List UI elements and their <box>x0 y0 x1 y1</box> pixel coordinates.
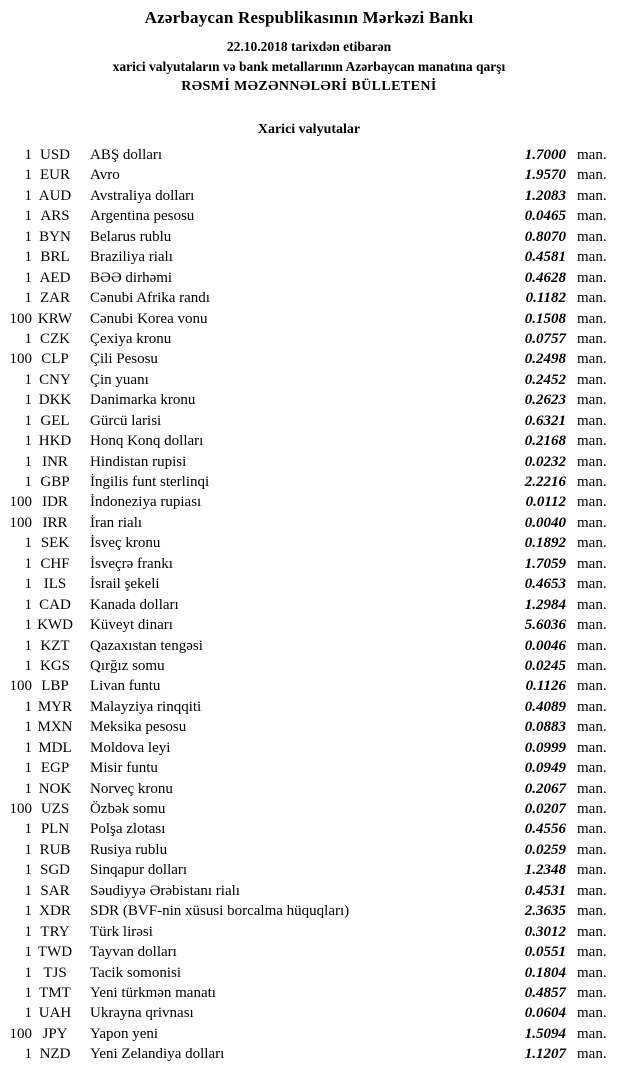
rate-unit: man. <box>577 984 607 1001</box>
rate-quantity: 100 <box>9 801 32 817</box>
rate-row <box>6 636 612 656</box>
rate-value: 0.0883 <box>524 719 566 736</box>
rate-unit: man. <box>577 494 607 511</box>
currency-name: Polşa zlotası <box>90 821 166 838</box>
rate-row <box>6 472 612 492</box>
currency-name: Qırğız somu <box>90 657 165 674</box>
currency-code: XDR <box>39 903 71 920</box>
rate-quantity: 1 <box>24 841 32 858</box>
rate-quantity: 1 <box>24 882 32 899</box>
rate-quantity: 1 <box>24 371 32 388</box>
currency-code: CZK <box>40 330 70 347</box>
rate-row <box>6 615 612 635</box>
currency-code: CAD <box>39 596 71 613</box>
rate-quantity: 1 <box>24 555 32 572</box>
rate-quantity: 1 <box>24 433 32 450</box>
rate-value: 0.4531 <box>524 882 566 899</box>
currency-name: Avro <box>90 167 120 184</box>
rate-row <box>6 860 612 880</box>
rate-row <box>6 1024 612 1044</box>
bulletin-subtitle: xarici valyutaların və bank metallarının Azərbaycan manatına qarşı <box>112 59 506 74</box>
rate-quantity: 1 <box>24 1046 32 1063</box>
rate-row <box>6 349 612 369</box>
rate-unit: man. <box>577 617 607 634</box>
rate-row <box>6 595 612 615</box>
rate-value: 1.9570 <box>524 167 566 184</box>
rate-value: 0.0551 <box>524 944 566 961</box>
currency-name: Çin yuanı <box>90 371 149 388</box>
currency-code: KWD <box>37 617 73 634</box>
rate-value: 0.0999 <box>524 739 566 756</box>
currency-code: BRL <box>40 249 70 266</box>
rate-value: 2.2216 <box>524 474 566 490</box>
rate-quantity: 1 <box>24 923 32 940</box>
rate-unit: man. <box>577 147 607 163</box>
rate-unit: man. <box>577 412 607 429</box>
rate-unit: man. <box>577 882 607 899</box>
currency-code: CNY <box>39 371 71 388</box>
rate-unit: man. <box>577 719 607 736</box>
currency-code: INR <box>42 453 68 470</box>
rate-value: 0.0232 <box>524 453 566 470</box>
currency-code: NOK <box>38 780 72 797</box>
currency-name: ABŞ dolları <box>90 147 163 163</box>
currency-name: Tayvan dolları <box>90 944 177 961</box>
rate-unit: man. <box>577 637 607 654</box>
rate-row <box>6 697 612 717</box>
rate-value: 0.0259 <box>524 841 566 858</box>
rate-unit: man. <box>577 739 607 756</box>
currency-code: TWD <box>37 944 73 961</box>
currency-name: Özbək somu <box>90 801 166 817</box>
currency-name: Livan funtu <box>90 678 161 695</box>
rate-unit: man. <box>577 351 607 368</box>
rate-value: 0.2452 <box>524 371 566 388</box>
currency-name: Gürcü larisi <box>90 412 162 429</box>
currency-name: Misir funtu <box>90 760 158 777</box>
rate-quantity: 1 <box>24 719 32 736</box>
rate-row <box>6 247 612 267</box>
rate-unit: man. <box>577 964 607 981</box>
currency-name: Malayziya rinqqiti <box>90 698 202 715</box>
rate-row <box>6 574 612 594</box>
currency-name: İran rialı <box>90 514 143 531</box>
currency-name: Honq Konq dolları <box>90 433 204 450</box>
rate-row <box>6 717 612 737</box>
currency-code: TMT <box>39 984 71 1001</box>
rate-quantity: 100 <box>9 351 32 368</box>
currency-code: SEK <box>40 535 70 552</box>
currency-name: BƏƏ dirhəmi <box>90 269 173 286</box>
rate-row <box>6 431 612 451</box>
rate-value: 0.8070 <box>524 228 566 245</box>
rate-quantity: 1 <box>24 984 32 1001</box>
rate-row <box>6 901 612 921</box>
section-title-foreign-currencies: Xarici valyutalar <box>257 122 361 137</box>
currency-code: LBP <box>41 678 69 695</box>
currency-name: Yeni Zelandiya dolları <box>90 1046 225 1063</box>
rate-value: 0.1804 <box>524 964 566 981</box>
currency-name: Rusiya rublu <box>90 841 168 858</box>
currency-name: Yeni türkmən manatı <box>90 984 216 1001</box>
rate-unit: man. <box>577 310 607 327</box>
rate-quantity: 100 <box>9 678 32 695</box>
rate-row <box>6 983 612 1003</box>
currency-code: MXN <box>37 719 73 736</box>
rate-row <box>6 390 612 410</box>
currency-code: IDR <box>42 494 68 511</box>
currency-name: Hindistan rupisi <box>90 453 187 470</box>
currency-code: KZT <box>40 637 70 654</box>
currency-code: ARS <box>40 208 70 225</box>
rate-unit: man. <box>577 555 607 572</box>
rate-value: 0.0949 <box>524 760 566 777</box>
currency-code: MYR <box>37 698 73 715</box>
rate-quantity: 1 <box>24 392 32 409</box>
rate-row <box>6 411 612 431</box>
rate-unit: man. <box>577 801 607 817</box>
rate-value: 1.1207 <box>524 1046 566 1063</box>
rate-quantity: 1 <box>24 821 32 838</box>
rate-unit: man. <box>577 167 607 184</box>
rate-value: 0.4653 <box>524 576 566 593</box>
currency-code: GEL <box>40 412 70 429</box>
rate-value: 0.1508 <box>524 310 566 327</box>
currency-code: ILS <box>43 576 67 593</box>
rate-row <box>6 656 612 676</box>
rate-value: 0.4857 <box>524 984 566 1001</box>
rates-table <box>6 145 612 1065</box>
rate-quantity: 100 <box>9 1025 32 1042</box>
currency-name: İndoneziya rupiası <box>90 494 202 511</box>
rate-quantity: 1 <box>24 535 32 552</box>
rate-unit: man. <box>577 657 607 674</box>
rate-value: 2.3635 <box>524 903 566 920</box>
currency-code: KGS <box>39 657 70 674</box>
currency-name: Cənubi Korea vonu <box>90 310 208 327</box>
rate-row <box>6 513 612 533</box>
rate-unit: man. <box>577 433 607 450</box>
rate-quantity: 1 <box>24 760 32 777</box>
rate-value: 1.5094 <box>524 1025 566 1042</box>
rate-quantity: 1 <box>24 453 32 470</box>
rate-quantity: 1 <box>24 944 32 961</box>
rate-unit: man. <box>577 514 607 531</box>
currency-name: İsrail şekeli <box>90 576 160 593</box>
rate-value: 0.6321 <box>524 412 566 429</box>
currency-code: ZAR <box>40 290 70 307</box>
rate-value: 0.0465 <box>524 208 566 225</box>
rate-unit: man. <box>577 208 607 225</box>
currency-code: BYN <box>39 228 71 245</box>
rate-value: 0.3012 <box>524 923 566 940</box>
currency-name: İsveç kronu <box>90 535 161 552</box>
rate-row <box>6 186 612 206</box>
rate-unit: man. <box>577 535 607 552</box>
rate-row <box>6 165 612 185</box>
currency-code: UZS <box>40 801 70 817</box>
rate-unit: man. <box>577 760 607 777</box>
rate-quantity: 1 <box>24 964 32 981</box>
rate-unit: man. <box>577 780 607 797</box>
rate-unit: man. <box>577 453 607 470</box>
rate-row <box>6 676 612 696</box>
currency-name: Avstraliya dolları <box>90 187 195 204</box>
rate-quantity: 1 <box>24 228 32 245</box>
rate-row <box>6 206 612 226</box>
rate-value: 0.0245 <box>524 657 566 674</box>
currency-name: Belarus rublu <box>90 228 172 245</box>
rate-unit: man. <box>577 392 607 409</box>
rate-row <box>6 963 612 983</box>
currency-name: Argentina pesosu <box>90 208 195 225</box>
rate-row <box>6 329 612 349</box>
rate-quantity: 1 <box>24 208 32 225</box>
rate-quantity: 1 <box>24 657 32 674</box>
rate-row <box>6 492 612 512</box>
rate-row <box>6 145 612 165</box>
rate-unit: man. <box>577 678 607 695</box>
currency-code: CHF <box>40 555 70 572</box>
rate-unit: man. <box>577 1005 607 1022</box>
rate-value: 0.4556 <box>524 821 566 838</box>
currency-code: EGP <box>40 760 70 777</box>
rate-unit: man. <box>577 187 607 204</box>
rate-row <box>6 799 612 819</box>
currency-code: MDL <box>38 739 72 756</box>
rate-row <box>6 922 612 942</box>
rate-value: 1.7000 <box>524 147 566 163</box>
currency-name: SDR (BVF-nin xüsusi borcalma hüquqları) <box>90 903 350 920</box>
rate-quantity: 1 <box>24 903 32 920</box>
currency-name: İngilis funt sterlinqi <box>90 474 210 490</box>
rate-unit: man. <box>577 862 607 879</box>
rate-unit: man. <box>577 944 607 961</box>
rate-value: 1.2984 <box>524 596 566 613</box>
currency-name: Braziliya rialı <box>90 249 173 266</box>
rate-quantity: 1 <box>24 1005 32 1022</box>
rate-value: 0.4628 <box>524 269 566 286</box>
rate-row <box>6 309 612 329</box>
rate-quantity: 1 <box>24 617 32 634</box>
rate-value: 1.2083 <box>524 187 566 204</box>
rate-unit: man. <box>577 1046 607 1063</box>
currency-name: Meksika pesosu <box>90 719 187 736</box>
rate-row <box>6 758 612 778</box>
rate-row <box>6 268 612 288</box>
currency-code: TRY <box>40 923 70 940</box>
currency-code: TJS <box>43 964 67 981</box>
currency-code: UAH <box>38 1005 72 1022</box>
rate-value: 0.0040 <box>524 514 566 531</box>
rate-row <box>6 288 612 308</box>
currency-code: HKD <box>38 433 72 450</box>
rate-unit: man. <box>577 249 607 266</box>
rate-quantity: 1 <box>24 147 32 163</box>
rate-unit: man. <box>577 228 607 245</box>
currency-code: AED <box>39 269 71 286</box>
currency-name: Tacik somonisi <box>90 964 182 981</box>
currency-name: Yapon yeni <box>90 1025 159 1042</box>
currency-code: IRR <box>42 514 68 531</box>
rate-quantity: 1 <box>24 249 32 266</box>
rate-row <box>6 227 612 247</box>
currency-name: Norveç kronu <box>90 780 173 797</box>
rate-quantity: 1 <box>24 269 32 286</box>
currency-name: Danimarka kronu <box>90 392 196 409</box>
currency-name: Küveyt dinarı <box>90 617 173 634</box>
rate-row <box>6 533 612 553</box>
currency-name: İsveçrə frankı <box>90 555 173 572</box>
effective-date: 22.10.2018 tarixdən etibarən <box>226 39 392 54</box>
currency-code: KRW <box>37 310 73 327</box>
rate-unit: man. <box>577 903 607 920</box>
rate-unit: man. <box>577 1025 607 1042</box>
rate-quantity: 100 <box>9 310 32 327</box>
rate-unit: man. <box>577 821 607 838</box>
rate-value: 0.2168 <box>524 433 566 450</box>
rate-value: 0.2067 <box>524 780 566 797</box>
rate-unit: man. <box>577 596 607 613</box>
currency-name: Qazaxıstan tengəsi <box>90 637 203 654</box>
currency-code: USD <box>39 147 70 163</box>
rate-unit: man. <box>577 290 607 307</box>
rate-value: 5.6036 <box>524 617 566 634</box>
rate-value: 0.0207 <box>524 801 566 817</box>
currency-code: SGD <box>39 862 70 879</box>
rate-unit: man. <box>577 474 607 490</box>
currency-code: RUB <box>39 841 71 858</box>
rate-value: 1.7059 <box>524 555 566 572</box>
rate-quantity: 1 <box>24 330 32 347</box>
rate-unit: man. <box>577 330 607 347</box>
bulletin-header <box>6 8 612 95</box>
currency-code: SAR <box>40 882 70 899</box>
rate-row <box>6 370 612 390</box>
rate-unit: man. <box>577 698 607 715</box>
rate-quantity: 1 <box>24 780 32 797</box>
currency-code: CLP <box>41 351 69 368</box>
rate-value: 0.1892 <box>524 535 566 552</box>
rate-value: 0.0046 <box>524 637 566 654</box>
currency-name: Ukrayna qrivnası <box>90 1005 194 1022</box>
rate-quantity: 1 <box>24 474 32 490</box>
rate-value: 0.2498 <box>524 351 566 368</box>
rate-quantity: 1 <box>24 862 32 879</box>
rate-quantity: 100 <box>9 514 32 531</box>
rate-row <box>6 554 612 574</box>
rate-quantity: 1 <box>24 187 32 204</box>
currency-name: Türk lirəsi <box>90 923 153 940</box>
rate-value: 0.1182 <box>525 290 566 307</box>
rate-value: 0.0604 <box>524 1005 566 1022</box>
rate-quantity: 1 <box>24 412 32 429</box>
rate-unit: man. <box>577 576 607 593</box>
rate-row <box>6 840 612 860</box>
rate-row <box>6 779 612 799</box>
currency-code: EUR <box>40 167 70 184</box>
rate-value: 0.0112 <box>525 494 566 511</box>
rate-row <box>6 452 612 472</box>
rate-row <box>6 738 612 758</box>
currency-name: Çexiya kronu <box>90 330 172 347</box>
rate-value: 1.2348 <box>524 862 566 879</box>
rate-value: 0.4089 <box>524 698 566 715</box>
rate-quantity: 1 <box>24 167 32 184</box>
rate-value: 0.0757 <box>524 330 566 347</box>
currency-code: PLN <box>40 821 70 838</box>
rate-quantity: 1 <box>24 739 32 756</box>
rate-unit: man. <box>577 923 607 940</box>
rate-unit: man. <box>577 269 607 286</box>
currency-code: DKK <box>38 392 72 409</box>
rate-value: 0.1126 <box>525 678 566 695</box>
currency-name: Moldova leyi <box>90 739 171 756</box>
rate-quantity: 1 <box>24 637 32 654</box>
rate-unit: man. <box>577 841 607 858</box>
currency-code: GBP <box>40 474 70 490</box>
rate-row <box>6 819 612 839</box>
rate-quantity: 1 <box>24 576 32 593</box>
rate-quantity: 100 <box>9 494 32 511</box>
page-title: Azərbaycan Respublikasının Mərkəzi Bankı <box>144 8 474 27</box>
rate-row <box>6 942 612 962</box>
currency-code: JPY <box>42 1025 68 1042</box>
rate-quantity: 1 <box>24 596 32 613</box>
currency-code: AUD <box>38 187 72 204</box>
rate-unit: man. <box>577 371 607 388</box>
rate-row <box>6 881 612 901</box>
currency-name: Cənubi Afrika randı <box>90 290 210 307</box>
currency-name: Sinqapur dolları <box>90 862 188 879</box>
currency-name: Səudiyyə Ərəbistanı rialı <box>90 882 240 899</box>
rate-value: 0.2623 <box>524 392 566 409</box>
rate-row <box>6 1003 612 1023</box>
rate-quantity: 1 <box>24 698 32 715</box>
rate-row <box>6 1044 612 1064</box>
currency-name: Çili Pesosu <box>90 351 158 368</box>
rate-quantity: 1 <box>24 290 32 307</box>
rate-value: 0.4581 <box>524 249 566 266</box>
currency-name: Kanada dolları <box>90 596 179 613</box>
currency-code: NZD <box>39 1046 71 1063</box>
bulletin-title: RƏSMİ MƏZƏNNƏLƏRİ BÜLLETENİ <box>181 79 437 94</box>
